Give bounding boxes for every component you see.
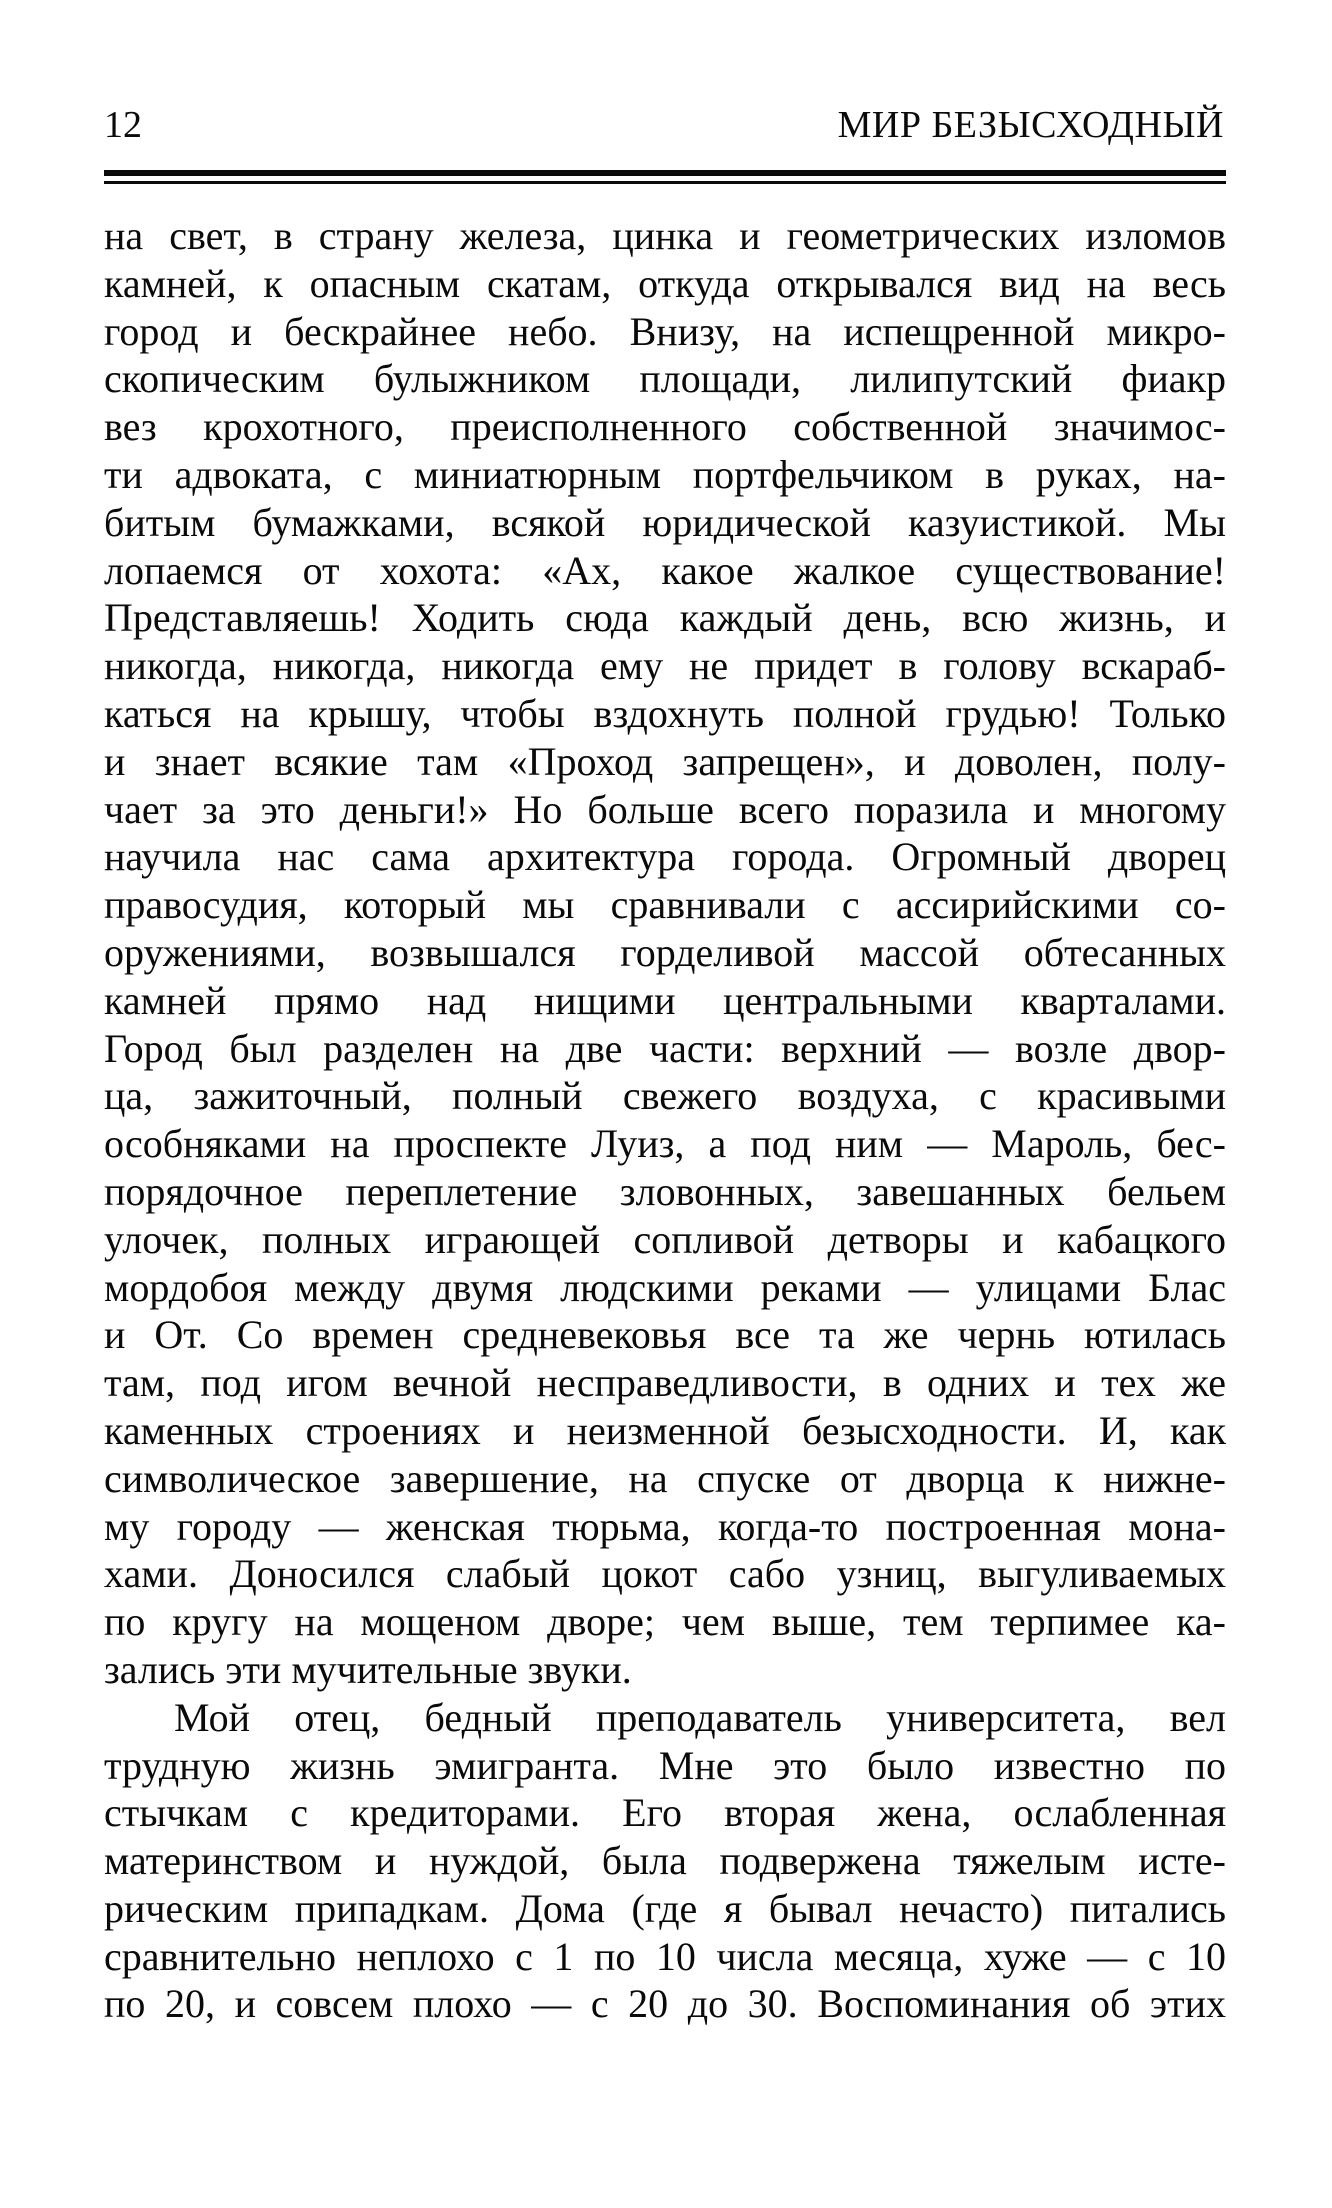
text-line: правосудия, который мы сравнивали с ассирийскими со- xyxy=(104,882,1226,928)
body-text xyxy=(104,212,1226,2028)
text-line: улочек, полных играющей сопливой детворы и кабацкого xyxy=(104,1216,1226,1262)
text-line: никогда, никогда, никогда ему не придет в голову вскараб- xyxy=(104,643,1226,689)
text-line: камней, к опасным скатам, откуда открывался вид на весь xyxy=(104,260,1226,306)
page-header xyxy=(104,100,1224,150)
text-line: битым бумажками, всякой юридической казуистикой. Мы xyxy=(104,499,1226,545)
text-line: ца, зажиточный, полный свежего воздуха, с красивыми xyxy=(104,1073,1226,1119)
text-line: чает за это деньги!» Но больше всего поразила и многому xyxy=(104,786,1226,832)
text-line: зались эти мучительные звуки. xyxy=(104,1646,632,1692)
text-line: Представляешь! Ходить сюда каждый день, всю жизнь, и xyxy=(104,595,1226,641)
text-line: по кругу на мощеном дворе; чем выше, тем терпимее ка- xyxy=(104,1599,1226,1645)
text-line: стычкам с кредиторами. Его вторая жена, ослабленная xyxy=(104,1790,1226,1836)
text-line: Город был разделен на две части: верхний — возле двор- xyxy=(104,1025,1226,1071)
text-line: рическим припадкам. Дома (где я бывал нечасто) питались xyxy=(104,1885,1226,1931)
text-line: ти адвоката, с миниатюрным портфельчиком в руках, на- xyxy=(104,451,1226,497)
text-line: на свет, в страну железа, цинка и геометрических изломов xyxy=(104,213,1226,258)
text-line: камней прямо над нищими центральными кварталами. xyxy=(104,977,1226,1023)
header-rule-thick xyxy=(104,170,1226,176)
paragraph-first-line: Мой отец, бедный преподаватель университета, вел xyxy=(174,1694,1226,1740)
text-line: научила нас сама архитектура города. Огромный дворец xyxy=(104,834,1226,880)
text-line: по 20, и совсем плохо — с 20 до 30. Воспоминания об этих xyxy=(104,1981,1226,2027)
text-line: трудную жизнь эмигранта. Мне это было известно по xyxy=(104,1742,1226,1788)
header-rule-thin xyxy=(104,181,1226,184)
text-line: особняками на проспекте Луиз, а под ним — Мароль, бес- xyxy=(104,1121,1226,1167)
text-line: каменных строениях и неизменной безысходности. И, как xyxy=(104,1407,1226,1453)
text-line: оружениями, возвышался горделивой массой обтесанных xyxy=(104,929,1226,975)
page-number: 12 xyxy=(104,104,142,146)
text-line: и От. Со времен средневековья все та же чернь ютилась xyxy=(104,1312,1226,1358)
text-line: хами. Доносился слабый цокот сабо узниц, выгуливаемых xyxy=(104,1551,1226,1597)
text-line: город и бескрайнее небо. Внизу, на испещренной микро- xyxy=(104,308,1226,354)
text-line: мордобоя между двумя людскими реками — улицами Блас xyxy=(104,1264,1226,1310)
text-line: материнством и нуждой, была подвержена тяжелым исте- xyxy=(104,1838,1226,1884)
text-line: вез крохотного, преисполненного собственной значимос- xyxy=(104,404,1226,450)
text-line: и знает всякие там «Проход запрещен», и доволен, полу- xyxy=(104,738,1226,784)
text-line: лопаемся от хохота: «Ах, какое жалкое существование! xyxy=(104,547,1226,593)
text-line: там, под игом вечной несправедливости, в одних и тех же xyxy=(104,1360,1226,1406)
text-line: порядочное переплетение зловонных, завешанных бельем xyxy=(104,1168,1226,1214)
text-line: сравнительно неплохо с 1 по 10 числа месяца, хуже — с 10 xyxy=(104,1933,1226,1979)
text-line: скопическим булыжником площади, лилипутский фиакр xyxy=(104,356,1226,402)
text-line: каться на крышу, чтобы вздохнуть полной грудью! Только xyxy=(104,690,1226,736)
running-title: МИР БЕЗЫСХОДНЫЙ xyxy=(837,104,1224,146)
text-line: му городу — женская тюрьма, когда-то построенная мона- xyxy=(104,1503,1226,1549)
text-line: символическое завершение, на спуске от дворца к нижне- xyxy=(104,1455,1226,1501)
